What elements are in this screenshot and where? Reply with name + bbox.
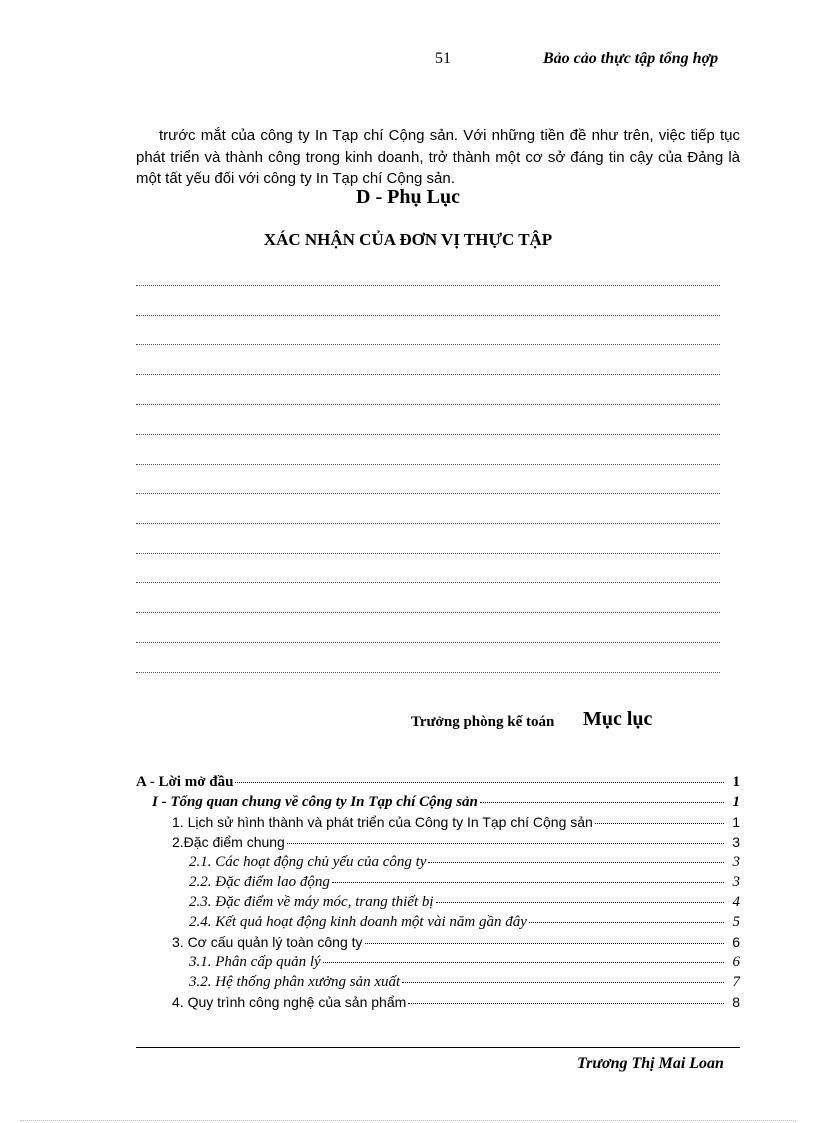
toc-entry-page: 6 <box>732 934 740 950</box>
toc-entry[interactable] <box>189 854 740 871</box>
toc-entry-page: 5 <box>732 914 740 930</box>
dotted-line <box>136 492 720 494</box>
toc-entry-label: 2.4. Kết quả hoạt động kinh doanh một vài năm gần đây <box>189 914 527 930</box>
toc-title: Mục lục <box>583 708 653 730</box>
dotted-line <box>136 463 720 465</box>
intro-text: trước mắt của công ty In Tạp chí Cộng sản. Với những tiền đề như trên, việc tiếp tục phát triển và thành công trong kinh doanh, trở thành một cơ sở đáng tin cậy của Đảng là một tất yếu đối với công ty In Tạp chí Cộng sản. <box>136 127 740 187</box>
toc-leader <box>332 882 724 883</box>
toc-entry-label: 2.1. Các hoạt động chủ yếu của công ty <box>189 854 427 870</box>
page-bottom-border <box>20 1120 796 1121</box>
toc-entry-page: 3 <box>732 834 740 850</box>
toc-entry[interactable] <box>189 914 740 931</box>
toc-entry-label: 3. Cơ cấu quản lý toàn công ty <box>172 934 363 950</box>
intro-paragraph <box>136 125 740 190</box>
dotted-line <box>136 314 720 316</box>
dotted-line <box>136 284 720 286</box>
dotted-line <box>136 581 720 583</box>
toc-leader <box>235 782 724 783</box>
dotted-line <box>136 403 720 405</box>
dotted-line <box>136 343 720 345</box>
toc-entry-label: 4. Quy trình công nghệ của sản phẩm <box>172 994 407 1010</box>
toc-entry-page: 3 <box>732 874 740 890</box>
toc-leader <box>287 843 724 844</box>
toc-entry[interactable] <box>172 814 740 830</box>
toc-entry-page: 3 <box>732 854 740 870</box>
toc-entry[interactable] <box>189 954 740 971</box>
toc-entry-page: 6 <box>732 954 740 970</box>
toc-entry-label: I - Tổng quan chung về công ty In Tạp chí Cộng sản <box>152 794 478 810</box>
toc-leader <box>402 982 724 983</box>
document-title: Bảo cảo thực tập tổng hợp <box>543 50 719 67</box>
toc-leader <box>365 943 724 944</box>
footer-author: Trương Thị Mai Loan <box>577 1055 724 1072</box>
confirmation-heading: XÁC NHẬN CỦA ĐƠN VỊ THỰC TẬP <box>263 230 553 249</box>
toc-entry[interactable] <box>172 834 740 850</box>
toc-entry-label: A - Lời mở đầu <box>136 774 234 790</box>
toc-leader <box>529 922 724 923</box>
toc-entry[interactable] <box>152 794 740 811</box>
toc-entry-label: 2.2. Đặc điểm lao động <box>189 874 330 890</box>
dotted-line <box>136 522 720 524</box>
toc-entry[interactable] <box>189 894 740 911</box>
toc-entry-label: 2.Đặc điểm chung <box>172 834 285 850</box>
toc-leader <box>436 902 724 903</box>
toc-entry-page: 4 <box>732 894 740 910</box>
toc-entry-page: 1 <box>732 794 740 810</box>
appendix-heading: D - Phụ Lục <box>356 186 460 208</box>
toc-entry[interactable] <box>136 774 740 791</box>
toc-entry-label: 1. Lịch sử hình thành và phát triển của Công ty In Tạp chí Cộng sản <box>172 814 593 830</box>
toc-entry-label: 2.3. Đặc điểm về máy móc, trang thiết bị <box>189 894 434 910</box>
toc-entry[interactable] <box>189 974 740 991</box>
dotted-line <box>136 433 720 435</box>
toc-entry[interactable] <box>172 994 740 1010</box>
toc-entry-page: 1 <box>732 774 740 790</box>
toc-leader <box>480 802 724 803</box>
page-number: 51 <box>435 50 451 67</box>
toc-entry[interactable] <box>172 934 740 950</box>
toc-leader <box>408 1003 724 1004</box>
toc-entry-page: 1 <box>732 814 740 830</box>
toc-entry-page: 7 <box>732 974 740 990</box>
dotted-line <box>136 552 720 554</box>
toc-leader <box>323 962 724 963</box>
toc-entry-label: 3.1. Phân cấp quản lý <box>189 954 321 970</box>
toc-leader <box>428 862 724 863</box>
dotted-line <box>136 641 720 643</box>
toc-entry-page: 8 <box>732 994 740 1010</box>
toc-leader <box>595 823 724 824</box>
toc-entry[interactable] <box>189 874 740 891</box>
dotted-line <box>136 671 720 673</box>
dotted-line <box>136 611 720 613</box>
toc-entry-label: 3.2. Hệ thống phân xưởng sản xuất <box>189 974 401 990</box>
signature-label: Trưởng phòng kế toán <box>411 714 555 730</box>
dotted-line <box>136 373 720 375</box>
footer-rule <box>136 1047 740 1048</box>
